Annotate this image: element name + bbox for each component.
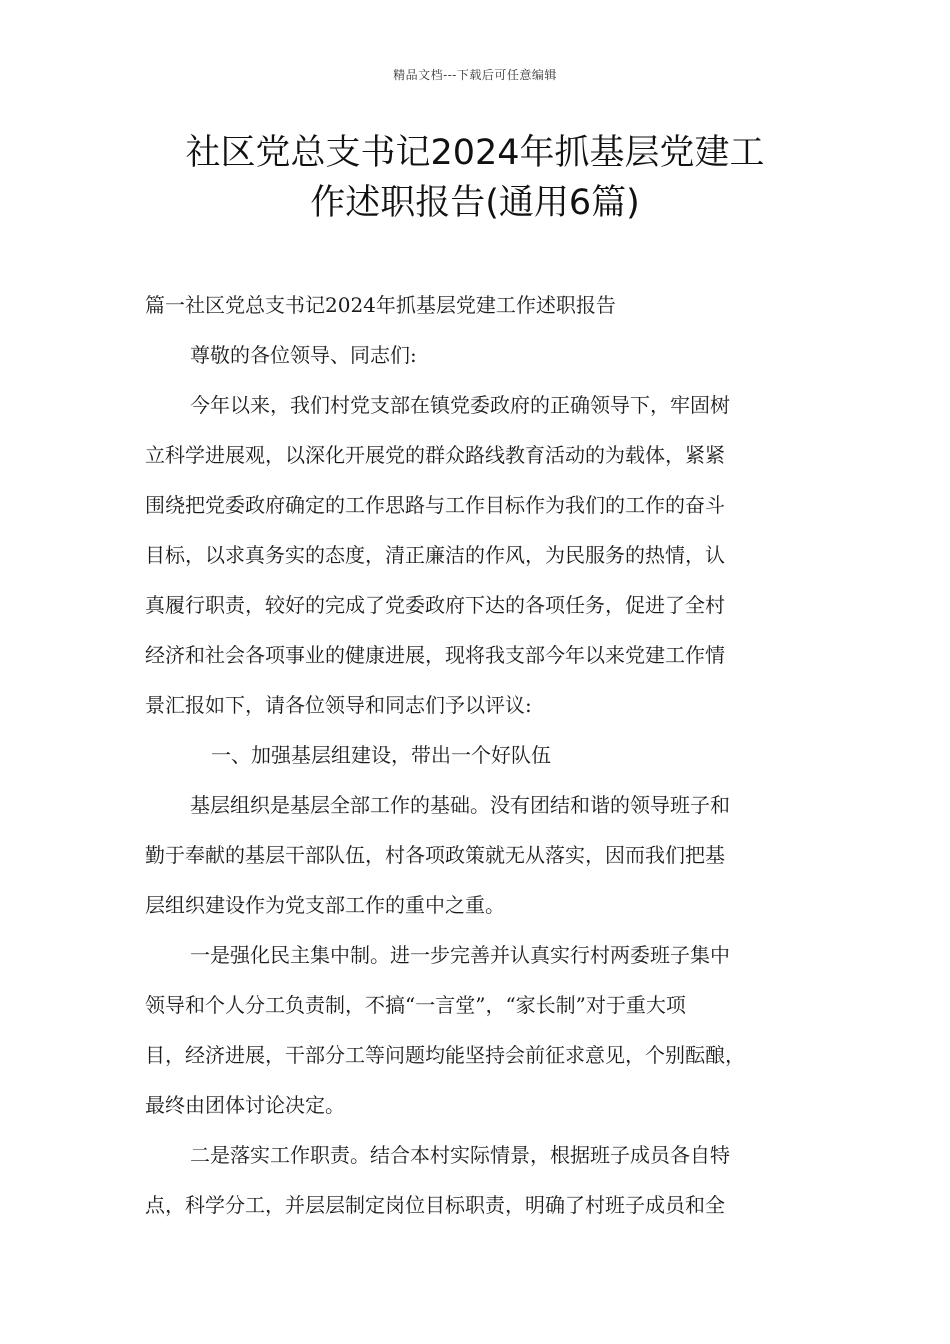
paragraph-line: 最终由团体讨论决定。 (145, 1093, 345, 1117)
paragraph-line: 经济和社会各项事业的健康进展，现将我支部今年以来党建工作情 (145, 643, 725, 667)
subsection-heading: 一、加强基层组建设，带出一个好队伍 (211, 743, 551, 767)
paragraph-line: 今年以来，我们村党支部在镇党委政府的正确领导下，牢固树 (190, 393, 730, 417)
paragraph-line: 目标，以求真务实的态度，清正廉洁的作风，为民服务的热情，认 (145, 543, 725, 567)
paragraph-line: 围绕把党委政府确定的工作思路与工作目标作为我们的工作的奋斗 (145, 493, 725, 517)
title-line-1: 社区党总支书记2024年抓基层党建工 (185, 133, 765, 173)
paragraph-line: 领导和个人分工负责制，不搞“一言堂”，“家长制”对于重大项 (145, 993, 686, 1017)
section-heading: 篇一社区党总支书记2024年抓基层党建工作述职报告 (145, 293, 616, 317)
paragraph-line: 一是强化民主集中制。进一步完善并认真实行村两委班子集中 (190, 943, 730, 967)
paragraph-line: 二是落实工作职责。结合本村实际情景，根据班子成员各自特 (190, 1143, 730, 1167)
document-body (145, 280, 805, 1230)
document-title (120, 128, 830, 228)
salutation: 尊敬的各位领导、同志们: (190, 343, 417, 367)
paragraph-line: 立科学进展观，以深化开展党的群众路线教育活动的为载体，紧紧 (145, 443, 725, 467)
header-note: 精品文档---下载后可任意编辑 (393, 68, 557, 82)
paragraph-line: 层组织建设作为党支部工作的重中之重。 (145, 893, 505, 917)
paragraph-line: 勤于奉献的基层干部队伍，村各项政策就无从落实，因而我们把基 (145, 843, 725, 867)
paragraph-line: 基层组织是基层全部工作的基础。没有团结和谐的领导班子和 (190, 793, 730, 817)
paragraph-line: 点，科学分工，并层层制定岗位目标职责，明确了村班子成员和全 (145, 1193, 725, 1217)
paragraph-line: 景汇报如下，请各位领导和同志们予以评议: (145, 693, 532, 717)
paragraph-line: 真履行职责，较好的完成了党委政府下达的各项任务，促进了全村 (145, 593, 725, 617)
title-line-2: 作述职报告(通用6篇) (310, 183, 640, 223)
paragraph-line: 目，经济进展，干部分工等问题均能坚持会前征求意见，个别酝酿， (145, 1043, 745, 1067)
